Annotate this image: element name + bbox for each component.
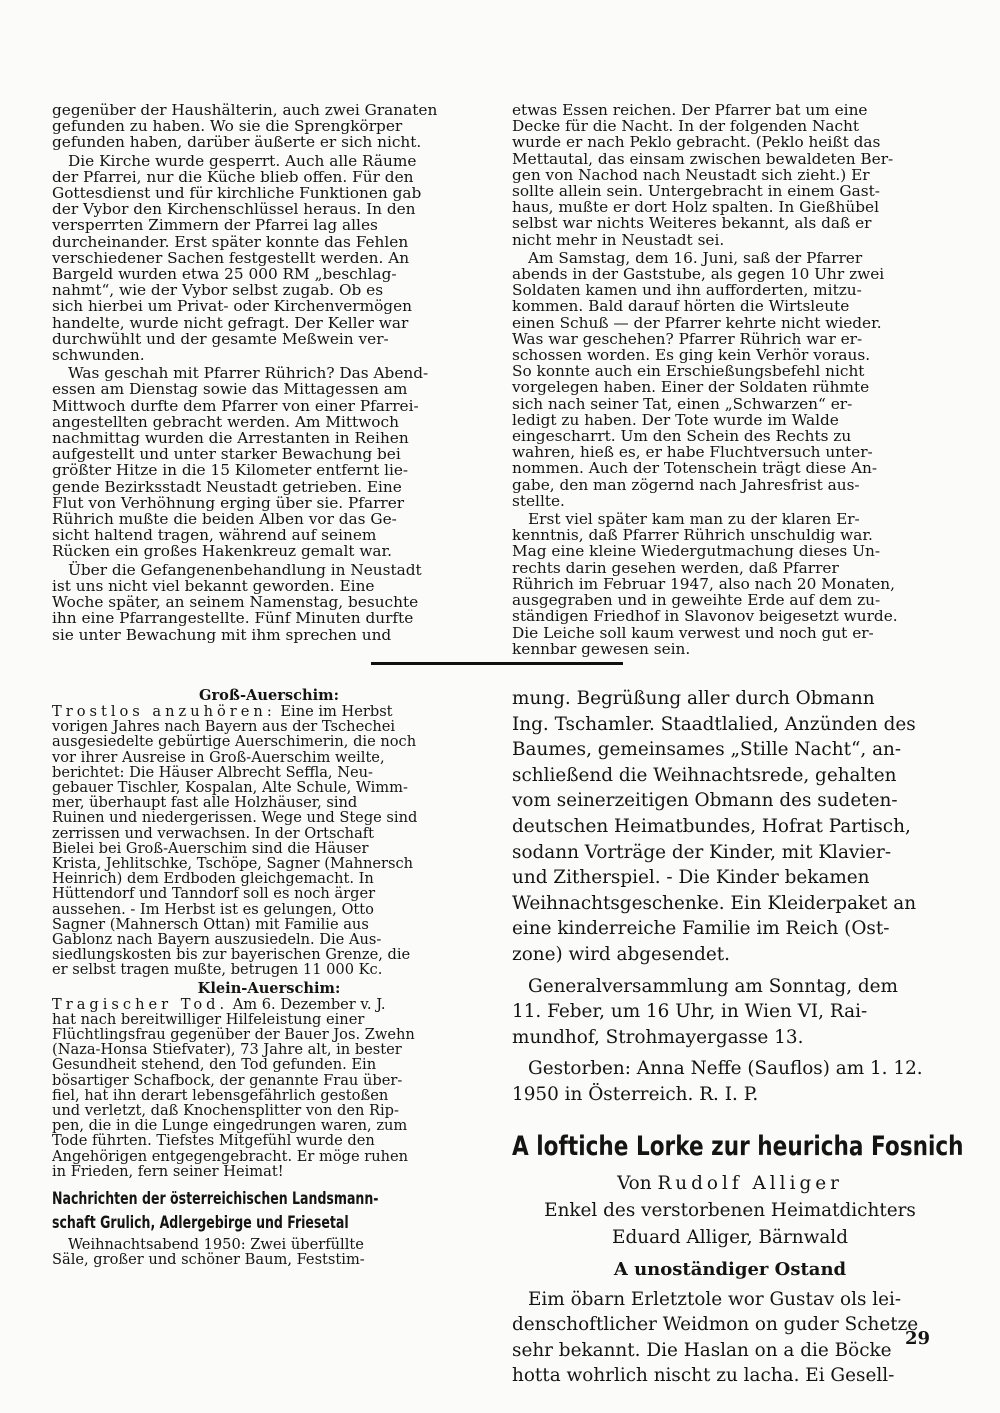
story-subheading: A unoständiger Ostand: [613, 1258, 847, 1280]
story-title: A loftiche Lorke zur heuricha Fosnich: [512, 1130, 964, 1162]
column-bottom-right: [512, 686, 964, 1389]
paragraph: gegenüber der Haushälterin, auch zwei Granaten gefunden zu haben. Wo sie die Sprengkörper gefunden haben, darüber äußerte er sich nicht.: [52, 101, 438, 152]
paragraph: etwas Essen reichen. Der Pfarrer bat um eine Decke für die Nacht. In der folgenden Nacht wurde er nach Peklo gebracht. (Peklo heißt das Mettautal, das einsam zwischen bewaldeten Ber- gen von Nachod nach Neustadt sich zieht.) Er sollte allein sein. Untergebracht in einem Gast- haus, mußte er dort Holz spalten. In Gießhübel selbst war nichts Weiteres bekannt, als daß er nicht mehr in Neustadt sei.: [512, 101, 894, 249]
column-bottom-left: [52, 688, 486, 1268]
paragraph: Eim öbarn Erletztole wor Gustav ols lei- denschoftlicher Weidmon on guder Schetze sehr bekannt. Die Haslan on a die Böcke hotta wohrlich nischt zu lacha. Ei Gesell-: [512, 1288, 919, 1387]
column-top-right: [512, 102, 948, 657]
paragraph: Die Kirche wurde gesperrt. Auch alle Räume der Pfarrei, nur die Küche blieb offen. Für den Gottesdienst und für kirchliche Funktionen gab der Vybor den Kirchenschlüssel heraus. In den versperrten Zimmern der Pfarrei lag alles durcheinander. Erst später konnte das Fehlen verschiedener Sachen festgestellt werden. An Bargeld wurden etwa 25 000 RM „beschlag- nahmt“, wie der Vybor selbst zugab. Ob es sich hierbei um Privat- oder Kirchenvermögen handelte, wurde nicht gefragt. Der Keller war durchwühlt und der gesamte Meßwein ver- schwunden.: [52, 151, 422, 365]
paragraph: [52, 997, 486, 1179]
author-prefix: Von: [617, 1172, 658, 1194]
author-description: Enkel des verstorbenen Heimatdichters: [544, 1199, 916, 1221]
paragraph: Weihnachtsabend 1950: Zwei überfüllte Säle, großer und schöner Baum, Feststim-: [52, 1236, 365, 1269]
page-number: 29: [905, 1328, 931, 1349]
lead-phrase: Tragischer Tod.: [52, 995, 229, 1013]
paragraph-text: Am 6. Dezember v. J. hat nach bereitwilliger Hilfeleistung einer Flüchtlingsfrau gegenüber der Bauer Jos. Zwehn (Naza-Honsa Stiefvater), 73 Jahre alt, in bester Gesundheit stehend, den Tod gefunden. Ein bösartiger Schafbock, der genannte Frau über- fiel, hat ihn derart lebensgefährlich gestoßen und verletzt, daß Knochensplitter von den Rip- pen, die in die Lunge eingedrungen waren, zum Tode führten. Tiefstes Mitgefühl wurde den Angehörigen entgegengebracht. Er möge ruhen in Frieden, fern seiner Heimat!: [52, 995, 415, 1180]
section-heading: Klein-Auerschim:: [197, 979, 341, 997]
paragraph: Über die Gefangenenbehandlung in Neustadt ist uns nicht viel bekannt geworden. Eine Woche später, an seinem Namenstag, besuchte ihn eine Pfarrangestellte. Fünf Minuten durfte sie unter Bewachung mit ihm sprechen und: [52, 560, 422, 644]
column-top-left: [52, 102, 486, 643]
paragraph: Erst viel später kam man zu der klaren Er- kenntnis, daß Pfarrer Rührich unschuldig war. Mag eine kleine Wiedergutmachung dieses Un- rechts darin gesehen werden, daß Pfarrer Rührich im Februar 1947, also nach 20 Monaten, ausgegraben und in geweihte Erde auf dem zu- ständigen Friedhof in Slavonov beigesetzt wurde. Die Leiche soll kaum verwest und noch gut er- kennbar gewesen sein.: [512, 510, 898, 658]
lead-phrase: Trostlos anzuhören:: [52, 703, 276, 720]
section-divider: [371, 662, 623, 665]
section-heading: Groß-Auerschim:: [198, 687, 340, 704]
author-name: Rudolf Alliger: [657, 1172, 843, 1194]
author-line: [512, 1170, 948, 1197]
author-description-2: Eduard Alliger, Bärnwald: [612, 1226, 848, 1248]
paragraph: Gestorben: Anna Neffe (Sauflos) am 1. 12. 1950 in Österreich. R. I. P.: [512, 1058, 923, 1105]
paragraph-text: Eine im Herbst vorigen Jahres nach Bayern aus der Tschechei ausgesiedelte gebürtige Auerschimerin, die noch vor ihrer Ausreise in Groß-Auerschim weilte, berichtet: Die Häuser Albrecht Seffla, Neu- gebauer Tischler, Kospalan, Alte Schule, Wimm- mer, überhaupt fast alle Holzhäuser, sind Ruinen und niedergerissen. Wege und Stege sind zerrissen und verwachsen. In der Ortschaft Bielei bei Groß-Auerschim sind die Häuser Krista, Jehlitschke, Tschöpe, Sagner (Mahnersch Heinrich) dem Erdboden gleichgemacht. In Hüttendorf und Tanndorf soll es noch ärger aussehen. - Im Herbst ist es gelungen, Otto Sagner (Mahnersch Ottan) mit Familie aus Gablonz nach Bayern auszusiedeln. Die Aus- siedlungskosten bis zur bayerischen Grenze, die er selbst tragen mußte, betrugen 11 000 Kc.: [52, 703, 418, 979]
paragraph: Was geschah mit Pfarrer Rührich? Das Abend- essen am Dienstag sowie das Mittagessen am Mittwoch durfte dem Pfarrer von einer Pfarrei- angestellten gebracht werden. Am Mittwoch nachmittag wurden die Arrestanten in Reihen aufgestellt und unter starker Bewachung bei größter Hitze in die 15 Kilometer entfernt lie- gende Bezirksstadt Neustadt getrieben. Eine Flut von Verhöhnung erging über sie. Pfarrer Rührich mußte die beiden Alben vor das Ge- sicht haltend tragen, während auf seinem Rücken ein großes Hakenkreuz gemalt war.: [52, 364, 429, 561]
paragraph: [52, 704, 486, 978]
paragraph: mung. Begrüßung aller durch Obmann Ing. Tschamler. Staadtlalied, Anzünden des Baumes, gemeinsames „Stille Nacht“, an- schließend die Weihnachtsrede, gehalten vom seinerzeitigen Obmann des sudeten- deutschen Heimatbundes, Hofrat Partisch, sodann Vorträge der Kinder, mit Klavier- und Zitherspiel. - Die Kinder bekamen Weihnachtsgeschenke. Ein Kleiderpaket an eine kinderreiche Familie im Reich (Ost- zone) wird abgesendet.: [512, 688, 917, 965]
section-title: Nachrichten der österreichischen Landsmann- schaft Grulich, Adlergebirge und Friesetal: [52, 1189, 379, 1234]
paragraph: Am Samstag, dem 16. Juni, saß der Pfarrer abends in der Gaststube, als gegen 10 Uhr zwei Soldaten kamen und ihn aufforderten, mitzu- kommen. Bald darauf hörten die Wirtsleute einen Schuß — der Pfarrer kehrte nicht wieder. Was war geschehen? Pfarrer Rührich war er- schossen worden. Es ging kein Verhör voraus. So konnte auch ein Erschießungsbefehl nicht vorgelegen haben. Einer der Soldaten rühmte sich nach seiner Tat, einen „Schwarzen“ er- ledigt zu haben. Der Tote wurde im Walde eingescharrt. Um den Schein des Rechts zu wahren, hieß es, er habe Fluchtversuch unter- nommen. Auch der Totenschein trägt diese An- gabe, den man zögernd nach Jahresfrist aus- stellte.: [512, 248, 885, 510]
paragraph: Generalversammlung am Sonntag, dem 11. Feber, um 16 Uhr, in Wien VI, Rai- mundhof, Strohmayergasse 13.: [512, 975, 898, 1048]
